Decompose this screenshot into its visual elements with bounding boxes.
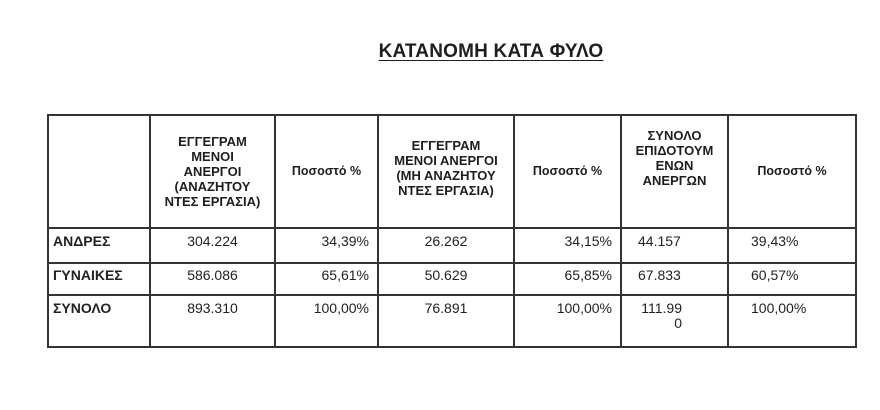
cell-subsidized: 44.157 <box>621 228 728 263</box>
header-line: ΕΓΓΕΓΡΑΜ <box>178 134 247 149</box>
header-registered-searching <box>150 115 275 228</box>
header-total-subsidized <box>621 115 728 228</box>
header-line: ΜΕΝΟΙ <box>191 149 234 164</box>
header-registered-not-searching <box>378 115 514 228</box>
header-line: ΜΕΝΟΙ ΑΝΕΡΓΟΙ <box>394 152 498 168</box>
cell-not-searching-pct: 34,15% <box>514 228 621 263</box>
cell-subsidized: 67.833 <box>621 263 728 295</box>
cell-searching-pct: 65,61% <box>275 263 378 295</box>
header-label: Ποσοστό % <box>532 164 603 178</box>
cell-not-searching: 26.262 <box>378 228 514 263</box>
cell-not-searching: 76.891 <box>378 295 514 347</box>
header-line: ΑΝΕΡΓΟΙ <box>183 164 242 179</box>
cell-subsidized-pct: 39,43% <box>728 228 856 263</box>
cell-subsidized-pct: 60,57% <box>728 263 856 295</box>
cell-searching: 893.310 <box>150 295 275 347</box>
cell-searching-pct: 100,00% <box>275 295 378 347</box>
header-percent-not-searching <box>514 115 621 228</box>
cell-not-searching: 50.629 <box>378 263 514 295</box>
row-label: ΓΥΝΑΙΚΕΣ <box>48 263 150 295</box>
gender-distribution-table <box>47 114 857 348</box>
wrapped-line: 111.99 <box>641 300 682 316</box>
table-row-women <box>48 263 856 295</box>
header-percent-searching <box>275 115 378 228</box>
cell-not-searching-pct: 65,85% <box>514 263 621 295</box>
header-line: ΕΓΓΕΓΡΑΜ <box>411 137 481 153</box>
table-row-men <box>48 228 856 263</box>
header-label: Ποσοστό % <box>757 164 827 178</box>
header-line: ΑΝΕΡΓΩΝ <box>642 172 707 188</box>
cell-subsidized <box>621 295 728 347</box>
header-percent-subsidized <box>728 115 856 228</box>
header-line: (ΜΗ ΑΝΑΖΗΤΟΥ <box>396 167 496 183</box>
row-label: ΣΥΝΟΛΟ <box>48 295 150 347</box>
row-label: ΑΝΔΡΕΣ <box>48 228 150 263</box>
page-title: ΚΑΤΑΝΟΜΗ ΚΑΤΑ ΦΥΛΟ <box>378 41 604 62</box>
header-line: ΕΝΩΝ <box>655 157 694 173</box>
cell-searching: 586.086 <box>150 263 275 295</box>
header-line: ΣΥΝΟΛΟ <box>647 127 702 143</box>
header-line: ΝΤΕΣ ΕΡΓΑΣΙΑ) <box>398 182 494 198</box>
header-row <box>48 115 856 228</box>
header-empty <box>48 115 150 228</box>
cell-searching: 304.224 <box>150 228 275 263</box>
cell-searching-pct: 34,39% <box>275 228 378 263</box>
header-line: ΝΤΕΣ ΕΡΓΑΣΙΑ) <box>164 194 261 209</box>
cell-not-searching-pct: 100,00% <box>514 295 621 347</box>
header-line: ΕΠΙΔΟΤΟΥΜ <box>635 142 714 158</box>
table-row-total <box>48 295 856 347</box>
subsidized-total-wrapped <box>638 301 682 331</box>
header-line: (ΑΝΑΖΗΤΟΥ <box>174 179 251 194</box>
cell-subsidized-pct: 100,00% <box>728 295 856 347</box>
header-label: Ποσοστό % <box>291 164 362 178</box>
wrapped-line: 0 <box>674 315 682 331</box>
